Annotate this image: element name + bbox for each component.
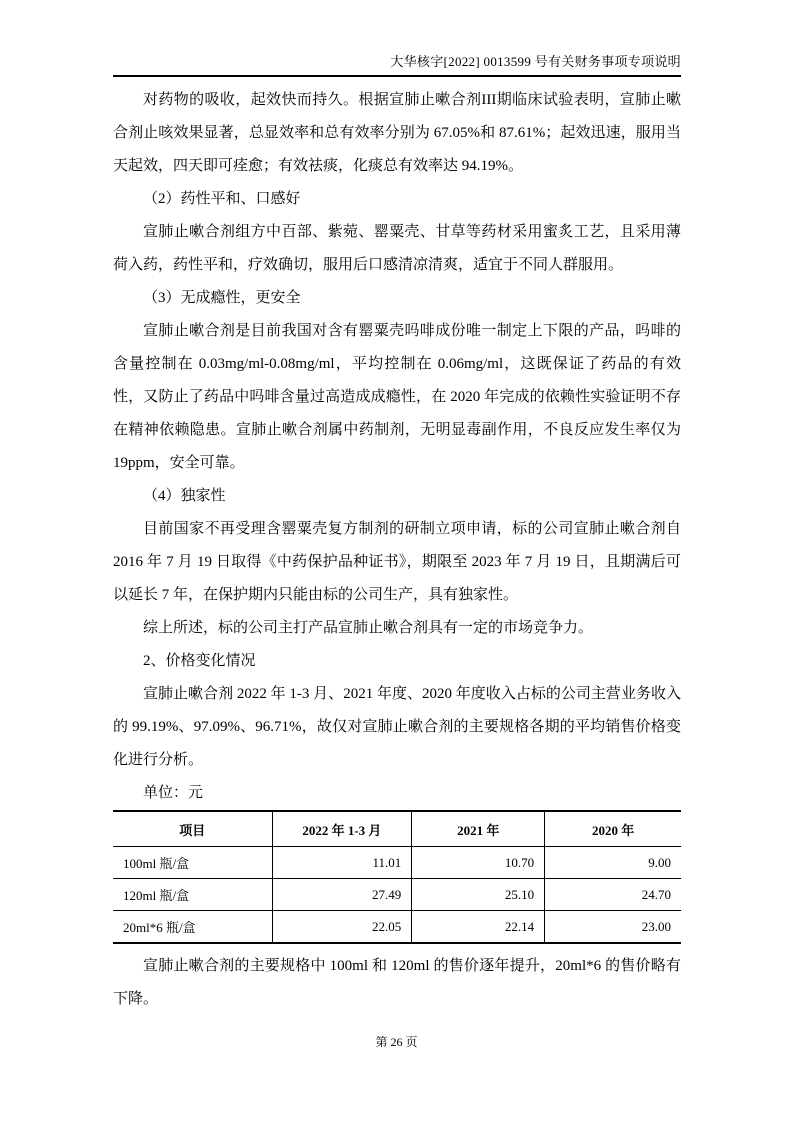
- table-header-2021: 2021 年: [412, 811, 545, 847]
- table-cell-spec: 120ml 瓶/盒: [113, 879, 272, 911]
- heading-taste: （2）药性平和、口感好: [143, 191, 301, 207]
- page-footer: [0, 1032, 793, 1052]
- paragraph-absorption: 对药物的吸收，起效快而持久。根据宣肺止嗽合剂III期临床试验表明，宣肺止嗽合剂止咳效果显著，总显效率和总有效率分别为 67.05%和 87.61%；起效迅速，服用当天起效，四天即可痊愈；有效祛痰，化痰总有效率达 94.19%。: [113, 92, 681, 174]
- heading-safety: （3）无成瘾性，更安全: [143, 290, 301, 306]
- table-header-row: [113, 811, 681, 847]
- paragraph-safety: 宣肺止嗽合剂是目前我国对含有罂粟壳吗啡成份唯一制定上下限的产品，吗啡的含量控制在 0.03mg/ml-0.08mg/ml，平均控制在 0.06mg/ml，这既保证了药品的有效性，又防止了药品中吗啡含量过高造成成瘾性，在 2020 年完成的依赖性实验证明不存在精神依赖隐患。宣肺止嗽合剂属中药制剂，无明显毒副作用，不良反应发生率仅为 19ppm，安全可靠。: [113, 323, 681, 471]
- table-cell-spec: 20ml*6 瓶/盒: [123, 920, 196, 935]
- table-cell-price-2021: 22.14: [412, 911, 545, 944]
- paragraph-taste: 宣肺止嗽合剂组方中百部、紫菀、罂粟壳、甘草等药材采用蜜炙工艺，且采用薄荷入药，药性平和，疗效确切，服用后口感清凉清爽，适宜于不同人群服用。: [113, 224, 681, 273]
- paragraph-summary: 综上所述，标的公司主打产品宣肺止嗽合剂具有一定的市场竞争力。: [143, 620, 594, 636]
- table-header-2020: 2020 年: [545, 811, 681, 847]
- table-cell-price-2020: 9.00: [545, 847, 681, 879]
- table-cell-price-2020: 23.00: [545, 911, 681, 944]
- table-cell-price-2020: 24.70: [545, 879, 681, 911]
- price-table: [113, 810, 681, 944]
- document-body: [113, 84, 681, 1016]
- heading-price-change: 2、价格变化情况: [143, 653, 256, 669]
- page-header: [113, 0, 681, 77]
- page-number: 第 26 页: [375, 1035, 418, 1049]
- table-cell-price-2021: 10.70: [412, 847, 545, 879]
- table-cell-price-2021: 25.10: [412, 879, 545, 911]
- header-reference-text: 大华核字[2022] 0013599 号有关财务事项专项说明: [390, 54, 681, 69]
- unit-label: 单位：元: [143, 785, 204, 801]
- table-row: [113, 911, 681, 944]
- table-cell-price-2022: 11.01: [272, 847, 412, 879]
- table-row: [113, 847, 681, 879]
- table-cell-spec: 100ml 瓶/盒: [113, 847, 272, 879]
- table-row: [113, 879, 681, 911]
- table-cell-price-2022: 27.49: [272, 879, 412, 911]
- table-cell-price-2022: 22.05: [272, 911, 412, 944]
- paragraph-exclusive: 目前国家不再受理含罂粟壳复方制剂的研制立项申请，标的公司宣肺止嗽合剂自 2016 年 7 月 19 日取得《中药保护品种证书》，期限至 2023 年 7 月 19 日，且期满后可以延长 7 年，在保护期内只能由标的公司生产，具有独家性。: [113, 521, 681, 603]
- table-header-2022: 2022 年 1-3 月: [272, 811, 412, 847]
- heading-exclusive: （4）独家性: [143, 488, 226, 504]
- paragraph-price-intro: 宣肺止嗽合剂 2022 年 1-3 月、2021 年度、2020 年度收入占标的公司主营业务收入的 99.19%、97.09%、96.71%，故仅对宣肺止嗽合剂的主要规格各期的平均销售价格变化进行分析。: [113, 686, 681, 768]
- table-header-item: 项目: [113, 811, 272, 847]
- paragraph-price-conclusion: 宣肺止嗽合剂的主要规格中 100ml 和 120ml 的售价逐年提升，20ml*6 的售价略有下降。: [113, 958, 681, 1007]
